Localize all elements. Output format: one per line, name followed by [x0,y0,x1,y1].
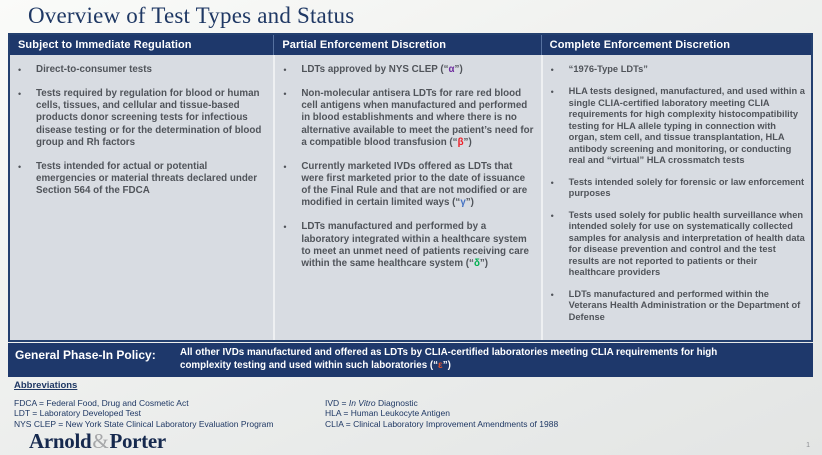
list-item: • HLA tests designed, manufactured, and used within a single CLIA-certified laboratory meeting CLIA requirements for high complexity histocompatibility testing for HLA allele typing in connection with organ, stem cell, and tissue transplantation, HLA antibody screening and monitoring, or conducting real and “virtual” HLA crossmatch tests [550,86,805,166]
bullet-icon: • [18,65,22,75]
list-item: • LDTs manufactured and performed by a laboratory integrated within a healthcare system to meet an unmet need of patients receiving care within the same healthcare system (“δ”) [283,221,529,269]
list-item: • Tests intended solely for forensic or law enforcement purposes [550,176,805,199]
abbreviation-hla: HLA = Human Leukocyte Antigen [325,408,450,419]
bullet-list [551,64,806,323]
greek-alpha: α [448,64,455,75]
list-item: • LDTs manufactured and performed within the Veterans Health Administration or the Department of Defense [550,288,801,322]
greek-gamma: γ [460,197,466,209]
bullet-icon: • [550,87,554,97]
column-immediate-regulation [10,55,273,340]
ampersand: & [92,429,109,453]
header-partial-enforcement: Partial Enforcement Discretion [273,35,540,55]
bullet-icon: • [550,177,554,188]
bullet-icon: • [18,161,22,172]
abbreviation-fdca: FDCA = Federal Food, Drug and Cosmetic Act [14,398,189,408]
table-body-row [10,55,811,340]
list-item: • LDTs approved by NYS CLEP (“α”) [283,64,463,75]
list-item: • Tests used solely for public health surveillance when intended solely for use on systematically collected samples for analysis and interpretation of health data for disease prevention and control and the test results are not reported to patients or their healthcare providers [550,209,805,278]
list-item: • Direct-to-consumer tests [18,64,152,75]
column-partial-enforcement [273,55,540,340]
bullet-list [283,64,535,270]
bullet-list [18,64,268,197]
list-item: • Currently marketed IVDs offered as LDTs that were first marketed prior to the date of issuance of the Final Rule and that are not modified or are modified in certain limited ways (“γ”) [283,160,528,209]
greek-delta: δ [473,257,480,269]
table-header-row [10,35,811,55]
list-item: • “1976-Type LDTs” [550,64,648,75]
page-title: Overview of Test Types and Status [28,3,355,28]
arnold-porter-logo: Arnold&Porter [29,429,166,453]
bullet-icon: • [283,89,287,100]
bullet-icon: • [283,222,287,233]
bullet-icon: • [550,210,554,221]
header-immediate-regulation: Subject to Immediate Regulation [18,39,192,51]
column-complete-enforcement [541,55,811,340]
abbreviations-left-column [14,398,325,429]
bullet-icon: • [550,65,554,75]
list-item: • Non-molecular antisera LDTs for rare red blood cell antigens when manufactured and performed in blood establishments and where there is no alternative available to meet the patient’s need for a compatible blood transfusion (“β”) [283,88,534,148]
phase-in-policy-label: General Phase-In Policy: [15,348,156,362]
greek-beta: β [457,136,464,148]
abbreviation-clia: CLIA = Clinical Laboratory Improvement Amendments of 1988 [325,418,559,429]
bullet-icon: • [283,161,287,172]
greek-epsilon: ε [438,360,443,372]
bullet-icon: • [283,65,287,75]
bullet-icon: • [550,289,554,300]
phase-in-policy-text: All other IVDs manufactured and offered as LDTs by CLIA-certified laboratories meeting CLIA requirements for high complexity testing and used within such laboratories (“ε”) [180,347,718,372]
list-item: • Tests intended for actual or potential emergencies or material threats declared under Section 564 of the FDCA [18,160,258,197]
bullet-icon: • [18,89,22,100]
abbreviations-section [14,380,745,429]
abbreviation-nys-clep: NYS CLEP = New York State Clinical Laboratory Evaluation Program [14,418,274,429]
status-table [8,33,813,342]
list-item: • Tests required by regulation for blood or human cells, tissues, and cellular and tissue-based products donor screening tests for infectious disease testing or for the determination of blood group and Rh factors [18,88,262,148]
abbreviations-heading: Abbreviations [14,380,78,391]
abbreviation-ivd: IVD = In Vitro Diagnostic [325,398,418,408]
phase-in-policy-bar [8,343,813,377]
page-number: 1 [806,442,810,449]
abbreviation-ldt: LDT = Laboratory Developed Test [14,408,142,419]
header-complete-enforcement: Complete Enforcement Discretion [541,35,811,55]
abbreviations-right-column [325,398,745,429]
